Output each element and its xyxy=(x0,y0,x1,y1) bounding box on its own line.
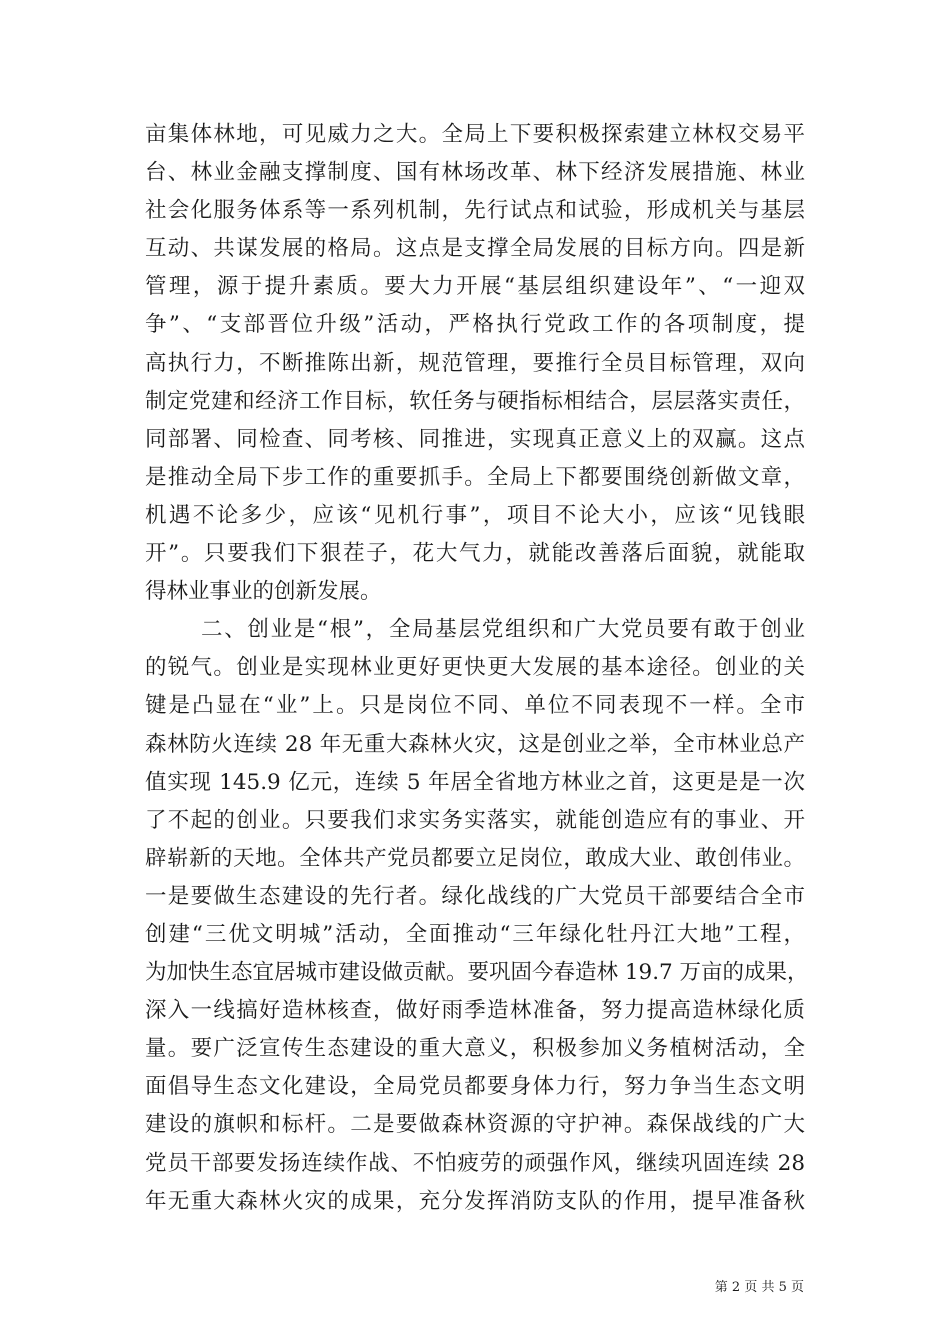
text-line: 年无重大森林火灾的成果，充分发挥消防支队的作用，提早准备秋 xyxy=(145,1188,805,1214)
text-line: 高执行力，不断推陈出新，规范管理，要推行全员目标管理，双向 xyxy=(145,350,805,376)
text-line: 是推动全局下步工作的重要抓手。全局上下都要围绕创新做文章， xyxy=(145,464,805,490)
text-line: 党员干部要发扬连续作战、不怕疲劳的顽强作风，继续巩固连续 28 xyxy=(145,1150,805,1176)
body-text xyxy=(145,116,809,1221)
text-line: 为加快生态宜居城市建设做贡献。要巩固今春造林 19.7 万亩的成果， xyxy=(145,960,809,986)
text-line: 量。要广泛宣传生态建设的重大意义，积极参加义务植树活动，全 xyxy=(145,1036,805,1062)
text-line: 键是凸显在“业”上。只是岗位不同、单位不同表现不一样。全市 xyxy=(145,693,805,719)
text-line: 机遇不论多少，应该“见机行事”，项目不论大小，应该“见钱眼 xyxy=(145,502,805,528)
text-line: 了不起的创业。只要我们求实务实落实，就能创造应有的事业、开 xyxy=(145,807,805,833)
text-line: 争”、“支部晋位升级”活动，严格执行党政工作的各项制度，提 xyxy=(145,312,805,338)
text-line: 制定党建和经济工作目标，软任务与硬指标相结合，层层落实责任， xyxy=(145,388,805,414)
text-line: 的锐气。创业是实现林业更好更快更大发展的基本途径。创业的关 xyxy=(145,655,805,681)
text-line: 管理，源于提升素质。要大力开展“基层组织建设年”、“一迎双 xyxy=(145,274,805,300)
text-line: 得林业事业的创新发展。 xyxy=(145,579,382,605)
page-number: 第 2 页 共 5 页 xyxy=(714,1280,804,1295)
text-line: 同部署、同检查、同考核、同推进，实现真正意义上的双赢。这点 xyxy=(145,426,805,452)
text-line: 台、林业金融支撑制度、国有林场改革、林下经济发展措施、林业 xyxy=(145,160,805,186)
text-line: 值实现 145.9 亿元，连续 5 年居全省地方林业之首，这更是是一次 xyxy=(145,769,805,795)
text-line: 一是要做生态建设的先行者。绿化战线的广大党员干部要结合全市 xyxy=(145,883,805,909)
text-line: 深入一线搞好造林核查，做好雨季造林准备，努力提高造林绿化质 xyxy=(145,998,805,1024)
text-line: 二、创业是“根”，全局基层党组织和广大党员要有敢于创业 xyxy=(201,617,805,643)
text-line: 森林防火连续 28 年无重大森林火灾，这是创业之举，全市林业总产 xyxy=(145,731,805,757)
text-line: 亩集体林地，可见威力之大。全局上下要积极探索建立林权交易平 xyxy=(145,122,805,147)
text-line: 辟崭新的天地。全体共产党员都要立足岗位，敢成大业、敢创伟业。 xyxy=(145,845,805,871)
text-line: 社会化服务体系等一系列机制，先行试点和试验，形成机关与基层 xyxy=(145,198,805,224)
text-line: 建设的旗帜和标杆。二是要做森林资源的守护神。森保战线的广大 xyxy=(145,1112,805,1138)
text-line: 面倡导生态文化建设，全局党员都要身体力行，努力争当生态文明 xyxy=(145,1074,805,1100)
text-line: 创建“三优文明城”活动，全面推动“三年绿化牡丹江大地”工程， xyxy=(145,921,805,947)
text-line: 互动、共谋发展的格局。这点是支撑全局发展的目标方向。四是新 xyxy=(145,236,805,262)
text-line: 开”。只要我们下狠茬子，花大气力，就能改善落后面貌，就能取 xyxy=(145,541,805,567)
